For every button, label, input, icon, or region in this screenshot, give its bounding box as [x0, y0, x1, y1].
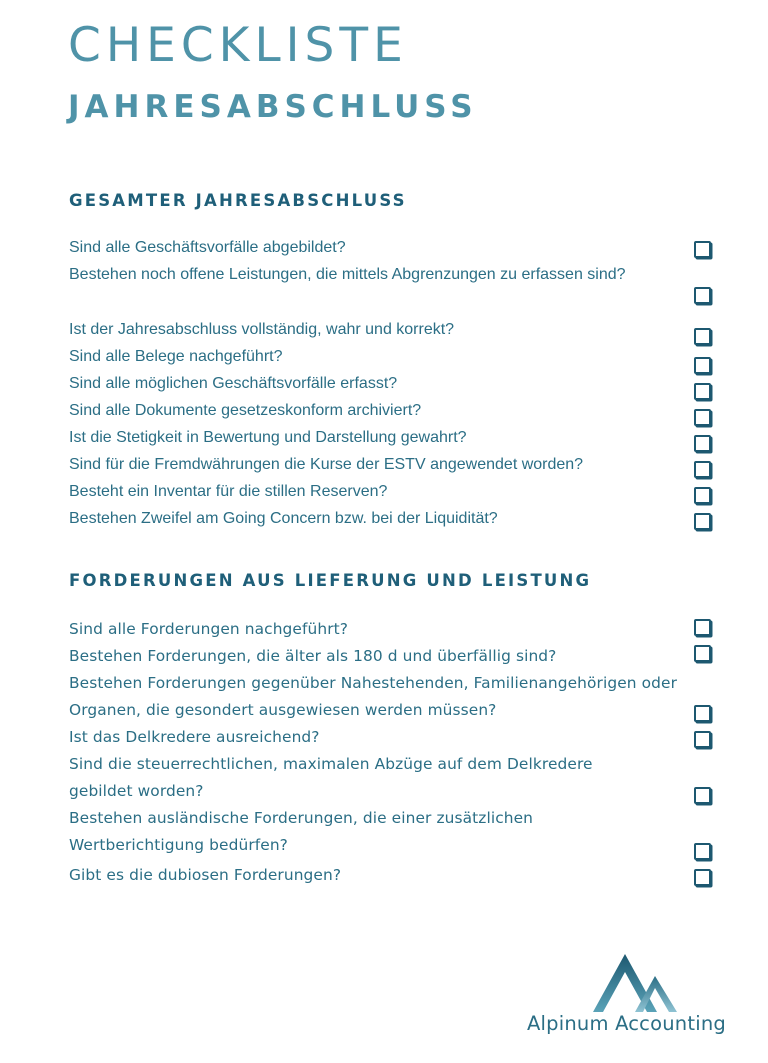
page-title: CHECKLISTE	[68, 18, 408, 73]
checklist-checkbox[interactable]	[694, 357, 711, 374]
checklist-checkbox[interactable]	[694, 645, 711, 662]
checklist-checkbox[interactable]	[694, 869, 711, 886]
checklist-checkbox[interactable]	[694, 383, 711, 400]
checklist-item-text: Ist die Stetigkeit in Bewertung und Darstellung gewahrt?	[69, 429, 467, 446]
checklist-item-text: Sind alle möglichen Geschäftsvorfälle erfasst?	[69, 375, 398, 392]
checklist-item-text: Ist der Jahresabschluss vollständig, wahr und korrekt?	[69, 321, 455, 338]
checklist-checkbox[interactable]	[694, 435, 711, 452]
checklist-item-text: Sind alle Belege nachgeführt?	[69, 348, 283, 365]
company-logo	[527, 952, 747, 1042]
checklist-checkbox[interactable]	[694, 461, 711, 478]
page-subtitle: JAHRESABSCHLUSS	[68, 89, 478, 125]
section-heading-forderungen: FORDERUNGEN AUS LIEFERUNG UND LEISTUNG	[69, 571, 592, 590]
logo-text: Alpinum Accounting	[527, 1012, 726, 1035]
checklist-item-text: Bestehen Forderungen, die älter als 180 d und überfällig sind?	[69, 647, 557, 665]
checklist-item-text: Sind für die Fremdwährungen die Kurse der ESTV angewendet worden?	[69, 456, 584, 473]
checklist-checkbox[interactable]	[694, 287, 711, 304]
section-heading-gesamter-jahresabschluss: GESAMTER JAHRESABSCHLUSS	[69, 191, 407, 210]
checklist-checkbox[interactable]	[694, 409, 711, 426]
checklist-item-text: Sind alle Dokumente gesetzeskonform archiviert?	[69, 402, 422, 419]
checklist-checkbox[interactable]	[694, 487, 711, 504]
checklist-item-text: Gibt es die dubiosen Forderungen?	[69, 866, 342, 884]
checklist-item-text: Bestehen Forderungen gegenüber Nahestehenden, Familienangehörigen oder Organen, die gesondert ausgewiesen werden müssen?	[69, 674, 678, 719]
checklist-checkbox[interactable]	[694, 619, 711, 636]
checklist-item-text: Ist das Delkredere ausreichend?	[69, 728, 320, 746]
checklist-item-text: Bestehen ausländische Forderungen, die einer zusätzlichen Wertberichtigung bedürfen?	[69, 809, 534, 854]
checklist-checkbox[interactable]	[694, 731, 711, 748]
checklist-item-text: Bestehen Zweifel am Going Concern bzw. bei der Liquidität?	[69, 510, 498, 527]
checklist-checkbox[interactable]	[694, 328, 711, 345]
checklist-item-text: Sind die steuerrechtlichen, maximalen Abzüge auf dem Delkredere gebildet worden?	[69, 755, 593, 800]
checklist-checkbox[interactable]	[694, 241, 711, 258]
checklist-checkbox[interactable]	[694, 843, 711, 860]
checklist-item-text: Bestehen noch offene Leistungen, die mittels Abgrenzungen zu erfassen sind?	[69, 266, 626, 283]
checklist-item-text: Besteht ein Inventar für die stillen Reserven?	[69, 483, 388, 500]
checklist-checkbox[interactable]	[694, 705, 711, 722]
checklist-item-text: Sind alle Geschäftsvorfälle abgebildet?	[69, 239, 346, 256]
checklist-checkbox[interactable]	[694, 787, 711, 804]
checklist-checkbox[interactable]	[694, 513, 711, 530]
mountain-logo-icon	[585, 952, 689, 1014]
checklist-item-text: Sind alle Forderungen nachgeführt?	[69, 620, 349, 638]
